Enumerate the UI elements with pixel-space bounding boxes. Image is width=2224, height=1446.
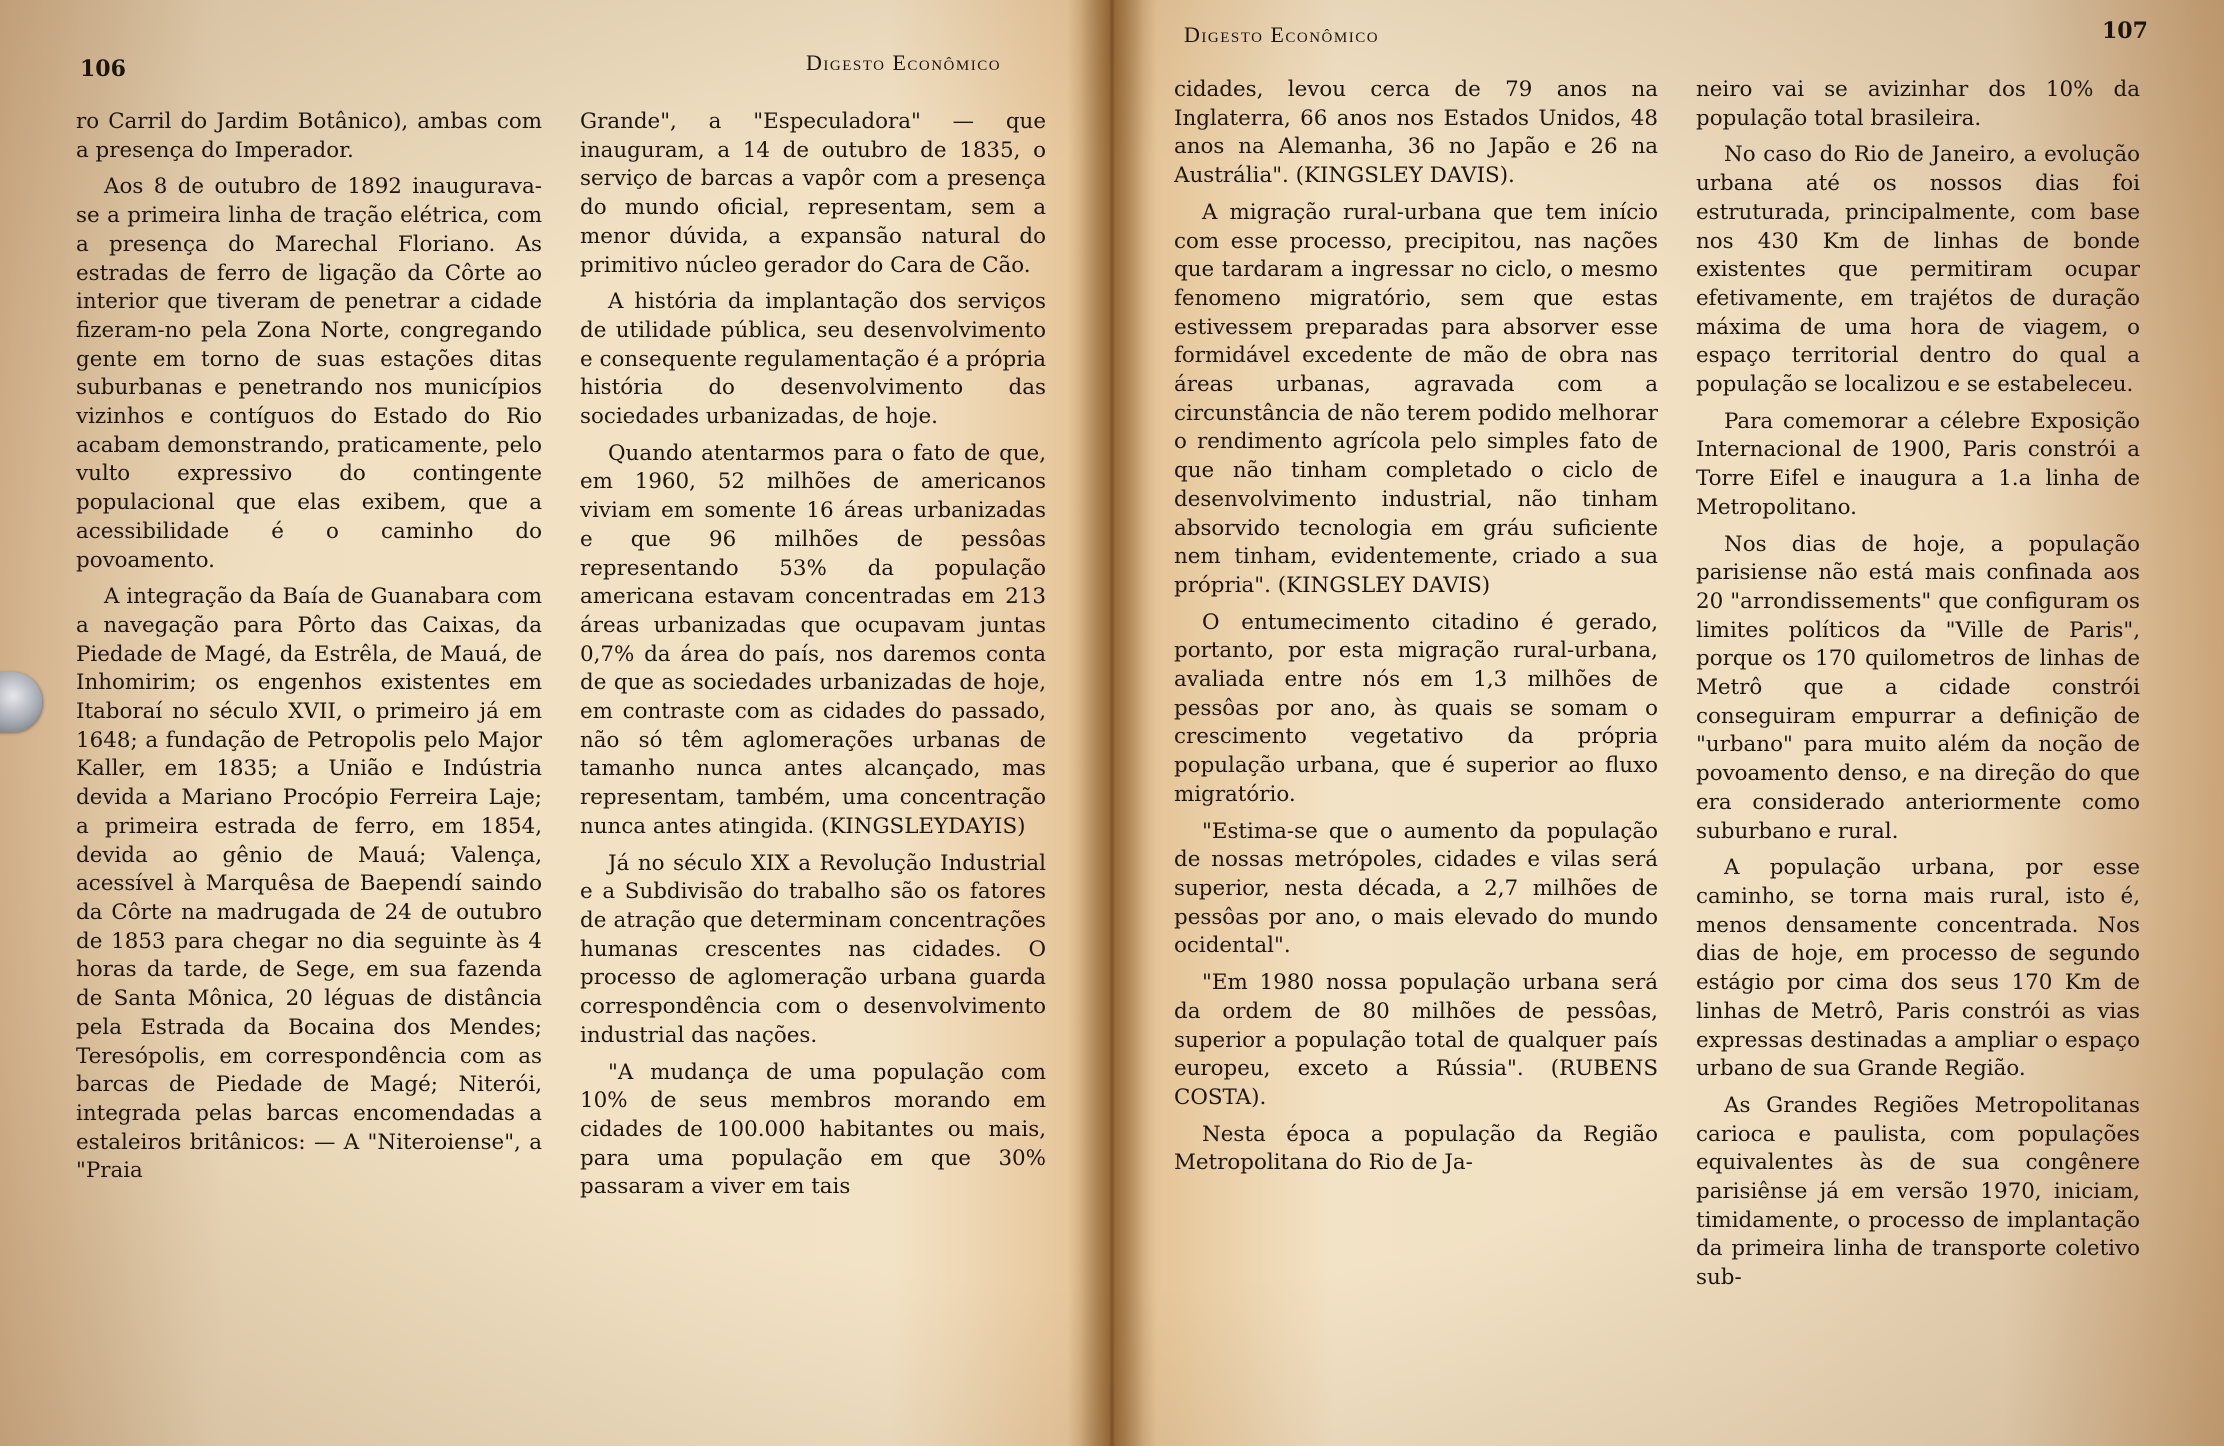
page-number-left: 106 xyxy=(80,56,126,82)
paragraph: cidades, levou cerca de 79 anos na Inglaterra, 66 anos nos Estados Unidos, 48 anos na Alemanha, 36 no Japão e 26 na Austrália". (KINGSLEY DAVIS). xyxy=(1174,77,1658,189)
paragraph: A história da implantação dos serviços de utilidade pública, seu desenvolvimento e consequente regulamentação é a própria história do desenvolvimento das sociedades urbanizadas, de hoje. xyxy=(580,289,1046,430)
right-page-column-1 xyxy=(1174,76,1658,1186)
page-number-right: 107 xyxy=(2102,18,2148,44)
left-page-column-1 xyxy=(76,108,542,1194)
paragraph: No caso do Rio de Janeiro, a evolução urbana até os nossos dias foi estruturada, principalmente, com base nos 430 Km de linhas de bonde existentes que permitiram ocupar efetivamente, em trajétos de duração máxima de uma hora de viagem, o espaço territorial dentro do qual a população se localizou e se estabeleceu. xyxy=(1696,142,2140,398)
right-page-column-2 xyxy=(1696,76,2140,1301)
paragraph: Já no século XIX a Revolução Industrial e a Subdivisão do trabalho são os fatores de atração que determinam concentrações humanas crescentes nas cidades. O processo de aglomeração urbana guarda correspondência com o desenvolvimento industrial das nações. xyxy=(580,850,1046,1048)
paragraph: O entumecimento citadino é gerado, portanto, por esta migração rural-urbana, avaliada entre nós em 1,3 milhões de pessôas por ano, às quais se somam o crescimento vegetativo da própria população urbana, que é superior ao fluxo migratório. xyxy=(1174,609,1658,807)
paragraph: As Grandes Regiões Metropolitanas carioca e paulista, com populações equivalentes às de sua congênere parisiênse já em versão 1970, iniciam, timidamente, o processo de implantação da primeira linha de transporte coletivo sub- xyxy=(1696,1092,2140,1291)
paragraph: Nos dias de hoje, a população parisiense não está mais confinada aos 20 "arrondissements" que configuram os limites políticos da "Ville de Paris", porque os 170 quilometros de linhas de Metrô que a cidade constrói conseguiram empurrar a definição de "urbano" para muito além da noção de povoamento denso, e na direção do que era considerado anteriormente como suburbano e rural. xyxy=(1696,531,2140,844)
paragraph: Nesta época a população da Região Metropolitana do Rio de Ja- xyxy=(1174,1121,1658,1176)
paragraph: "Estima-se que o aumento da população de nossas metrópoles, cidades e vilas será superior, nesta década, a 2,7 milhões de pessôas por ano, o mais elevado do mundo ocidental". xyxy=(1174,818,1658,959)
paragraph: "A mudança de uma população com 10% de seus membros morando em cidades de 100.000 habitantes ou mais, para uma população em que 30% passaram a viver em tais xyxy=(580,1059,1046,1200)
left-page-column-2 xyxy=(580,108,1046,1210)
paragraph: ro Carril do Jardim Botânico), ambas com a presença do Imperador. xyxy=(76,109,542,163)
paragraph: A integração da Baía de Guanabara com a navegação para Pôrto das Caixas, da Piedade de Magé, da Estrêla, de Mauá, de Inhomirim; os engenhos existentes em Itaboraí no século XVII, o primeiro já em 1648; a fundação de Petropolis pelo Major Kaller, em 1835; a União e Indústria devida a Mariano Procópio Ferreira Laje; a primeira estrada de ferro, em 1854, devida ao gênio de Mauá; Valença, acessível à Marquêsa de Baependí saindo da Côrte na madrugada de 24 de outubro de 1853 para chegar no dia seguinte às 4 horas da tarde, de Sege, em sua fazenda de Santa Mônica, 20 léguas de distância pela Estrada da Bocaina dos Mendes; Teresópolis, em correspondência com as barcas de Piedade de Magé; Niterói, integrada pelas barcas encomendadas a estaleiros britânicos: — A "Niteroiense", a "Praia xyxy=(76,584,542,1184)
left-page xyxy=(0,0,1110,1446)
running-header-left: Digesto Econômico xyxy=(806,50,1002,75)
paragraph: neiro vai se avizinhar dos 10% da população total brasileira. xyxy=(1696,77,2140,131)
paragraph: "Em 1980 nossa população urbana será da ordem de 80 milhões de pessôas, superior a população total de qualquer país europeu, exceto a Rússia". (RUBENS COSTA). xyxy=(1174,970,1658,1110)
paragraph: Aos 8 de outubro de 1892 inaugurava-se a primeira linha de tração elétrica, com a presença do Marechal Floriano. As estradas de ferro de ligação da Côrte ao interior que tiveram de penetrar a cidade fizeram-no pela Zona Norte, congregando gente em torno de suas estações ditas suburbanas e penetrando nos municípios vizinhos e contíguos do Estado do Rio acabam demonstrando, praticamente, pelo vulto expressivo do contingente populacional que elas exibem, que a acessibilidade é o caminho do povoamento. xyxy=(76,174,542,573)
right-page xyxy=(1114,0,2224,1446)
paragraph: A população urbana, por esse caminho, se torna mais rural, isto é, menos densamente concentrada. Nos dias de hoje, em processo de segundo estágio por cima dos seus 170 Km de linhas de Metrô, Paris constrói as vias expressas destinadas a ampliar o espaço urbano de sua Grande Região. xyxy=(1696,855,2140,1082)
paragraph: Quando atentarmos para o fato de que, em 1960, 52 milhões de americanos viviam em somente 16 áreas urbanizadas e que 96 milhões de pessôas representando 53% da população americana estavam concentradas em 213 áreas urbanizadas que ocupavam juntas 0,7% da área do país, nos daremos conta de que as sociedades urbanizadas de hoje, em contraste com as cidades do passado, não só têm aglomerações urbanas de tamanho nunca antes alcançado, mas representam, também, uma concentração nunca antes atingida. (KINGSLEYDAYIS) xyxy=(580,440,1046,839)
paragraph: A migração rural-urbana que tem início com esse processo, precipitou, nas nações que tardaram a ingressar no ciclo, o mesmo fenomeno migratório, sem que estas estivessem preparadas para absorver esse formidável excedente de mão de obra nas áreas urbanas, agravada com a circunstância de não terem podido melhorar o rendimento agrícola pelo simples fato de que não tinham completado o ciclo de desenvolvimento industrial, não tinham absorvido tecnologia em gráu suficiente nem tinham, evidentemente, criado a sua própria". (KINGSLEY DAVIS) xyxy=(1174,199,1658,598)
paragraph: Para comemorar a célebre Exposição Internacional de 1900, Paris constrói a Torre Eifel e inaugura a 1.a linha de Metropolitano. xyxy=(1696,408,2140,520)
paragraph: Grande", a "Especuladora" — que inauguram, a 14 de outubro de 1835, o serviço de barcas a vapôr com a presença do mundo oficial, representam, sem a menor dúvida, a expansão natural do primitivo núcleo gerador do Cara de Cão. xyxy=(580,109,1046,278)
running-header-right: Digesto Econômico xyxy=(1184,22,1380,47)
